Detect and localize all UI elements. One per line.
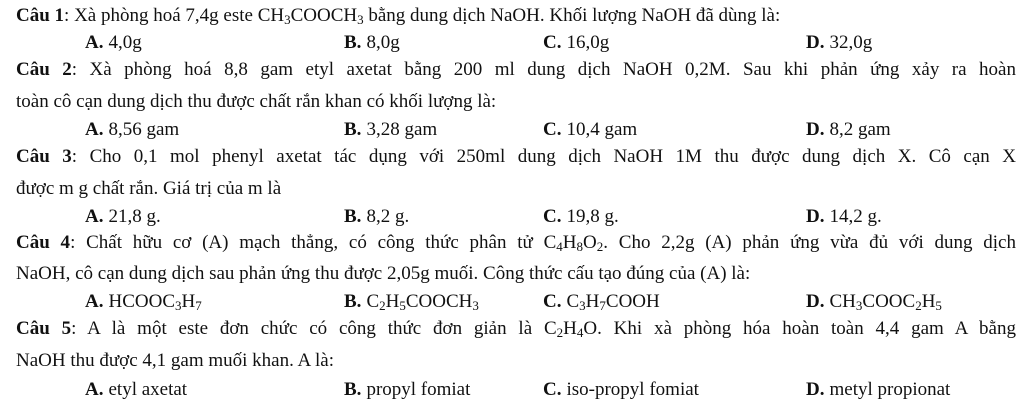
subscript: 3 [284, 12, 291, 27]
question-4-line-1 [16, 231, 1016, 255]
question-label: Câu 1 [16, 5, 65, 26]
option-key: B. [344, 206, 362, 227]
option-key: C. [543, 32, 562, 53]
option-key: B. [344, 379, 362, 400]
question-4-option-a [85, 290, 202, 314]
subscript: 7 [599, 298, 606, 313]
question-3-option-b [344, 205, 409, 229]
option-text: iso-propyl fomiat [566, 379, 699, 400]
text-run: H [385, 291, 400, 312]
option-key: A. [85, 291, 104, 312]
question-3-option-c [543, 205, 619, 229]
text-run: Xà phòng hoá 8,8 gam etyl axetat bằng 200 ml dung dịch NaOH 0,2M. Sau khi phản ứng xảy ra hoàn [89, 59, 1016, 80]
text-run: . Cho 2,2g (A) phản ứng vừa đủ với dung dịch [603, 232, 1016, 253]
option-key: D. [806, 379, 825, 400]
subscript: 7 [195, 298, 202, 313]
option-text: metyl propionat [829, 379, 951, 400]
question-4-option-c [543, 290, 660, 314]
option-key: D. [806, 119, 825, 140]
option-key: D. [806, 32, 825, 53]
question-3-line-1 [16, 145, 1016, 169]
option-text: 3,28 gam [366, 119, 438, 140]
question-4-option-b [344, 290, 479, 314]
label-separator: : [71, 318, 88, 339]
text-run: COOCH [290, 5, 358, 26]
question-1-option-d [806, 31, 872, 55]
question-2-option-a [85, 118, 179, 142]
question-2-line-2 [16, 90, 1016, 114]
subscript: 4 [576, 325, 584, 340]
option-key: C. [543, 206, 562, 227]
subscript: 3 [579, 298, 586, 313]
text-run: NaOH, cô cạn dung dịch sau phản ứng thu được 2,05g muối. Công thức cấu tạo đúng của (A) là: [16, 263, 751, 284]
subscript: 2 [915, 298, 922, 313]
subscript: 3 [855, 298, 863, 313]
label-separator: : [71, 146, 90, 167]
question-2-option-b [344, 118, 437, 142]
text-run: Chất hữu cơ (A) mạch thẳng, có công thức phân tử C [86, 232, 557, 253]
question-5-option-c [543, 378, 699, 402]
option-text: 8,2 g. [366, 206, 410, 227]
option-text: 21,8 g. [108, 206, 161, 227]
option-text: 19,8 g. [566, 206, 619, 227]
option-key: B. [344, 32, 362, 53]
option-text: 14,2 g. [829, 206, 882, 227]
option-key: C. [543, 291, 562, 312]
option-text: 8,0g [366, 32, 400, 53]
label-separator: : [70, 232, 87, 253]
text-run: COOCH [405, 291, 473, 312]
subscript: 3 [357, 12, 364, 27]
text-run: H [181, 291, 196, 312]
subscript: 2 [379, 298, 386, 313]
text-run: bằng dung dịch NaOH. Khối lượng NaOH đã dùng là: [363, 5, 781, 26]
question-label: Câu 4 [16, 232, 71, 253]
subscript: 3 [175, 298, 182, 313]
option-key: A. [85, 379, 104, 400]
question-4-line-2 [16, 262, 1016, 286]
question-label: Câu 3 [16, 146, 72, 167]
option-text: etyl axetat [108, 379, 188, 400]
subscript: 8 [576, 239, 584, 254]
text-run: O [583, 232, 597, 253]
text-run: A là một este đơn chức có công thức đơn giản là C [87, 318, 557, 339]
option-text: 4,0g [108, 32, 142, 53]
option-text: 16,0g [566, 32, 610, 53]
subscript: 4 [556, 239, 563, 254]
option-key: B. [344, 119, 362, 140]
text-run: Xà phòng hoá 7,4g este CH [74, 5, 285, 26]
text-run: H [562, 232, 577, 253]
option-text: propyl fomiat [366, 379, 471, 400]
text-run: COOC [862, 291, 916, 312]
text-run: NaOH thu được 4,1 gam muối khan. A là: [16, 350, 334, 371]
text-run: COOH [605, 291, 660, 312]
text-run: HCOOC [108, 291, 175, 312]
question-1-option-b [344, 31, 400, 55]
question-5-line-1 [16, 317, 1016, 341]
question-3-option-d [806, 205, 882, 229]
label-separator: : [71, 59, 90, 80]
question-2-option-c [543, 118, 637, 142]
option-key: C. [543, 119, 562, 140]
text-run: C [566, 291, 580, 312]
question-5-option-a [85, 378, 187, 402]
option-text: 8,2 gam [829, 119, 891, 140]
question-5-option-b [344, 378, 470, 402]
question-3-option-a [85, 205, 161, 229]
question-5-option-d [806, 378, 950, 402]
option-text: 8,56 gam [108, 119, 180, 140]
text-run: H [921, 291, 936, 312]
text-run: Cho 0,1 mol phenyl axetat tác dụng với 250ml dung dịch NaOH 1M thu được dung dịch X. Cô cạn X [89, 146, 1017, 167]
subscript: 5 [935, 298, 942, 313]
text-run: CH [829, 291, 856, 312]
question-label: Câu 2 [16, 59, 72, 80]
option-key: D. [806, 291, 825, 312]
question-1-option-a [85, 31, 142, 55]
question-1-line-1 [16, 4, 1016, 28]
subscript: 2 [556, 325, 564, 340]
subscript: 3 [472, 298, 479, 313]
question-3-line-2 [16, 177, 1016, 201]
option-key: B. [344, 291, 362, 312]
subscript: 5 [399, 298, 406, 313]
text-run: C [366, 291, 380, 312]
option-key: A. [85, 119, 104, 140]
text-run: toàn cô cạn dung dịch thu được chất rắn khan có khối lượng là: [16, 91, 497, 112]
question-2-option-d [806, 118, 891, 142]
option-text: 10,4 gam [566, 119, 638, 140]
label-separator: : [64, 5, 75, 26]
option-key: A. [85, 32, 104, 53]
question-5-line-2 [16, 349, 1016, 373]
text-run: được m g chất rắn. Giá trị của m là [16, 178, 282, 199]
question-1-option-c [543, 31, 609, 55]
text-run: H [585, 291, 600, 312]
question-2-line-1 [16, 58, 1016, 82]
text-run: O. Khi xà phòng hóa hoàn toàn 4,4 gam A bằng [583, 318, 1016, 339]
option-text: 32,0g [829, 32, 873, 53]
option-key: D. [806, 206, 825, 227]
option-key: A. [85, 206, 104, 227]
question-label: Câu 5 [16, 318, 72, 339]
text-run: H [563, 318, 577, 339]
subscript: 2 [596, 239, 604, 254]
question-4-option-d [806, 290, 942, 314]
option-key: C. [543, 379, 562, 400]
